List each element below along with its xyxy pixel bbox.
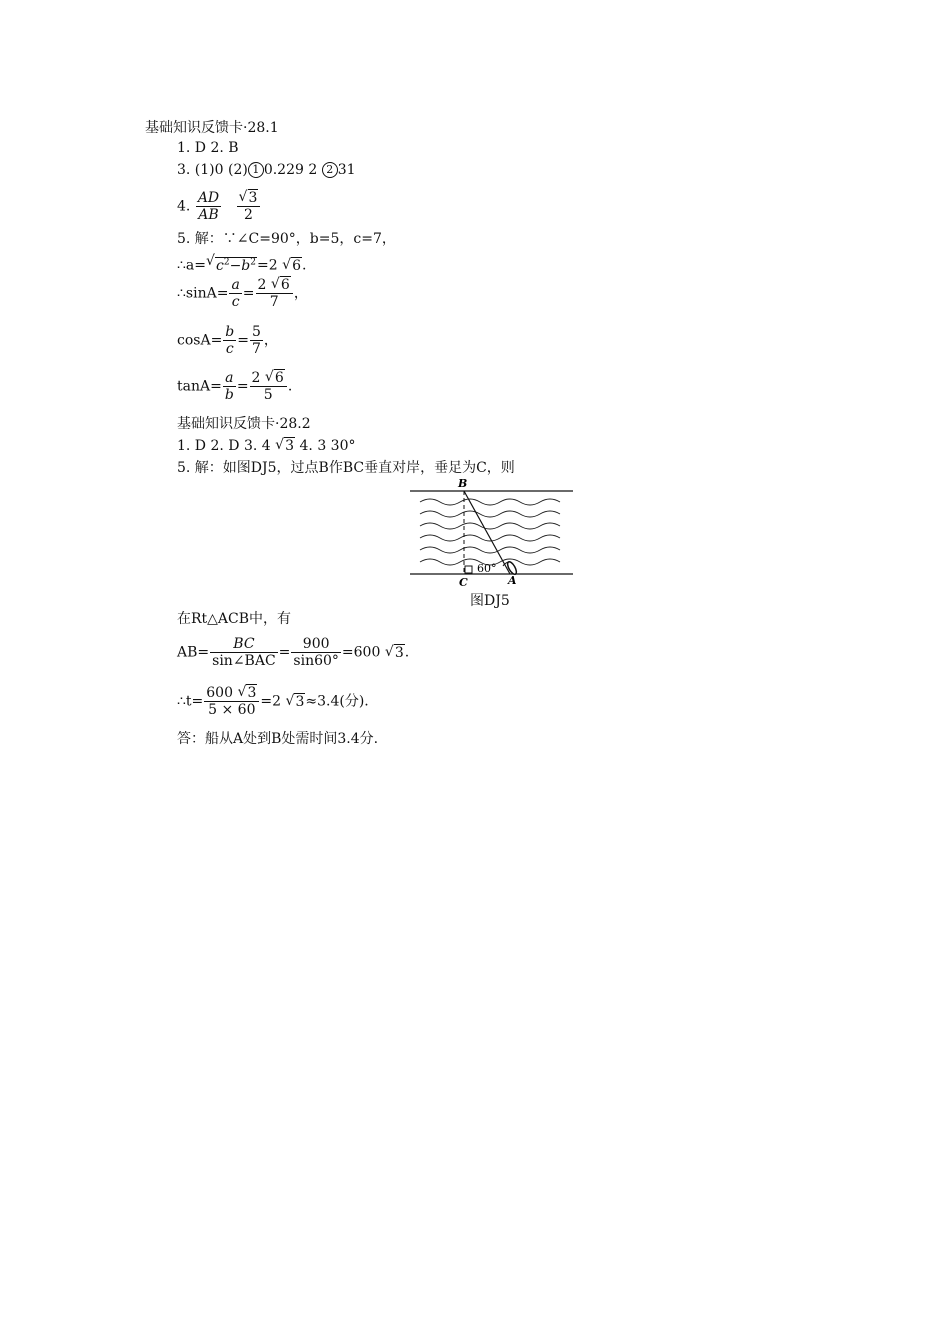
b-var: −b (229, 257, 251, 274)
t-label: ∴t= (177, 693, 204, 710)
tan-label: tanA= (177, 378, 222, 395)
sqrt-symbol: √ 3 (385, 644, 405, 662)
frac-den: AB (198, 207, 219, 223)
circled-two: 2 (322, 162, 338, 178)
rt-triangle-line: 在Rt△ACB中，有 (177, 611, 292, 627)
fraction: $\frac{5}{7}$ (252, 324, 261, 357)
solution-2-5-intro: 5. 解：如图DJ5，过点B作BC垂直对岸，垂足为C，则 (177, 460, 515, 476)
fraction-ad-ab (196, 190, 221, 223)
point-b-label: B (458, 477, 468, 490)
sqrt-symbol: √ 3 (275, 437, 295, 455)
fraction: $\frac{b}{c}$ (225, 324, 235, 357)
sin-line: ∴sinA= $\frac{a}{c}$ = $\frac{2 √ 6}{7}$ ， (177, 277, 308, 310)
fraction: $\frac{BC}{\text{sin∠BAC}}$ (212, 636, 276, 669)
answer-line-4 (177, 190, 261, 223)
fraction: $\frac{2 √ 6}{5}$ (250, 370, 287, 403)
eq-two: =2 (257, 257, 278, 274)
answer-line-1: 1. D 2. B (177, 140, 239, 156)
point-a-label: A (508, 574, 517, 586)
answer-line-3 (177, 161, 356, 179)
cos-label: cosA= (177, 332, 223, 349)
section-title-28-2: 基础知识反馈卡·28.2 (177, 416, 311, 432)
solution-5-intro: 5. 解：∵∠C=90°，b=5，c=7， (177, 231, 396, 247)
q4-label: 4. (177, 198, 191, 215)
fraction: $\frac{a}{c}$ (231, 277, 240, 310)
figure-caption: 图DJ5 (470, 593, 510, 609)
radicand: 3 (248, 190, 258, 206)
fraction: $\frac{a}{b}$ (224, 370, 234, 403)
answer-line-3-part3: 31 (337, 162, 356, 178)
water-waves (420, 499, 560, 565)
final-answer: 答：船从A处到B处需时间3.4分. (177, 731, 379, 747)
radicand: 6 (292, 257, 302, 274)
frac-num: AD (197, 190, 220, 206)
right-angle-mark (465, 566, 472, 573)
section-title-28-1: 基础知识反馈卡·28.1 (145, 120, 279, 136)
time-line: ∴t= $\frac{600 √ 3}{5 \times 60}$ =2 √ 3≈3.4(分). (177, 685, 369, 718)
fraction-root3-2 (237, 190, 261, 223)
answer-line-3-part2: 0.229 2 (263, 162, 322, 178)
answer-line-3-part1: 3. (1)0 (2) (177, 162, 248, 178)
cos-line: cosA= $\frac{b}{c}$ = $\frac{5}{7}$ ， (177, 324, 278, 357)
a-eq: ∴a= (177, 257, 206, 274)
point-c-label: C (459, 576, 468, 586)
tan-line: tanA= $\frac{a}{b}$ = $\frac{2 √ 6}{5}$ . (177, 370, 292, 403)
sqrt-symbol (239, 190, 259, 206)
angle-60-label: 60° (477, 562, 497, 575)
fraction: $\frac{600 √ 3}{5 \times 60}$ (204, 685, 259, 718)
answer-line-2-1: 1. D 2. D 3. 4 √ 3 4. 3 30° (177, 437, 356, 455)
fraction: $\frac{2 √ 6}{7}$ (256, 277, 293, 310)
frac-den: 2 (244, 207, 253, 223)
period: . (302, 257, 307, 274)
sqrt-symbol (282, 257, 302, 275)
sin-label: ∴sinA= (177, 285, 229, 302)
c-var: c (215, 257, 224, 274)
solution-a-line (177, 253, 306, 275)
ab-label: AB= (177, 644, 210, 661)
sqrt-symbol: √ 3 (285, 693, 305, 711)
sqrt-symbol: √ $c^2-b^2$ (206, 253, 257, 275)
fraction: $\frac{900}{\sin 60^\circ}$ (293, 636, 339, 669)
river-diagram (408, 476, 578, 586)
circled-one: 1 (248, 162, 264, 178)
ab-line: AB= $\frac{BC}{\text{sin∠BAC}}$ = $\frac{900}{\sin 60^\circ}$ =600 √ 3. (177, 636, 409, 669)
